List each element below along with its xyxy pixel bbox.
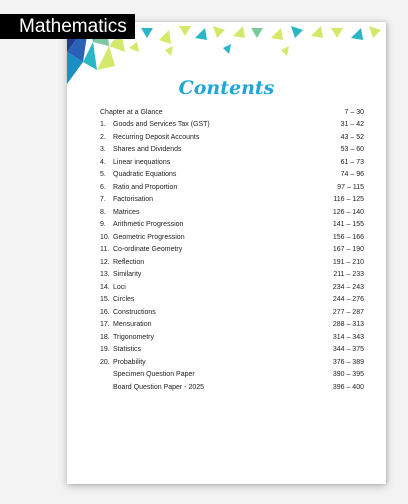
toc-row [100, 306, 364, 319]
chapter-title: Co-ordinate Geometry [113, 246, 183, 254]
toc-row [100, 231, 364, 244]
chapter-title: Matrices [113, 208, 140, 216]
chapter-number: 5. [100, 171, 106, 179]
chapter-pages: 314 – 343 [332, 333, 364, 341]
chapter-number: 13. [100, 271, 110, 279]
chapter-title: Goods and Services Tax (GST) [113, 121, 210, 129]
chapter-title: Shares and Dividends [113, 146, 182, 154]
chapter-title: Geometric Progression [113, 233, 185, 241]
chapter-number: 14. [100, 283, 110, 291]
chapter-title: Arithmetic Progression [113, 221, 184, 229]
subject-label: Mathematics [0, 14, 135, 39]
chapter-number: 8. [100, 208, 106, 216]
chapter-number: 1. [100, 121, 106, 129]
toc-header-label: Chapter at a Glance [100, 108, 163, 116]
chapter-pages: 211 – 233 [333, 271, 364, 279]
chapter-title: Quadratic Equations [113, 171, 177, 179]
chapter-title: Board Question Paper - 2025 [113, 383, 205, 391]
chapter-title: Similarity [113, 271, 142, 279]
chapter-number: 11. [100, 246, 110, 254]
toc-row [100, 344, 364, 357]
chapter-title: Recurring Deposit Accounts [113, 133, 200, 141]
chapter-number: 19. [100, 346, 110, 354]
toc-row [100, 269, 364, 282]
chapter-number: 17. [100, 321, 110, 329]
toc-row [100, 181, 364, 194]
toc-row [100, 131, 364, 144]
toc-row [100, 194, 364, 207]
chapter-title: Mensuration [113, 321, 152, 329]
chapter-pages: 116 – 125 [333, 196, 364, 204]
toc-row [100, 331, 364, 344]
toc-row [100, 244, 364, 257]
chapter-pages: 167 – 190 [332, 246, 364, 254]
chapter-number: 4. [100, 158, 106, 166]
toc-row [100, 144, 364, 157]
chapter-pages: 396 – 400 [332, 383, 364, 391]
chapter-pages: 344 – 375 [332, 346, 364, 354]
chapter-title: Factorisation [113, 196, 154, 204]
chapter-number: 7. [100, 196, 106, 204]
chapter-number: 16. [100, 308, 110, 316]
chapter-title: Linear inequations [113, 158, 171, 166]
chapter-number: 12. [100, 258, 110, 266]
chapter-number: 2. [100, 133, 106, 141]
toc-row [100, 206, 364, 219]
chapter-number: 3. [100, 146, 106, 154]
chapter-title: Loci [113, 283, 126, 291]
toc-row [100, 281, 364, 294]
toc-row [100, 156, 364, 169]
chapter-number: 6. [100, 183, 106, 191]
chapter-title: Circles [113, 296, 135, 304]
chapter-number: 10. [100, 233, 110, 241]
table-of-contents [100, 106, 364, 394]
chapter-pages: 277 – 287 [332, 308, 364, 316]
toc-header-row [100, 106, 364, 119]
chapter-pages: 53 – 60 [340, 146, 364, 154]
toc-row [100, 369, 364, 382]
toc-row [100, 119, 364, 132]
chapter-number: 9. [100, 221, 106, 229]
chapter-pages: 97 – 115 [337, 183, 364, 191]
chapter-title: Reflection [113, 258, 145, 266]
chapter-pages: 43 – 52 [340, 133, 364, 141]
chapter-pages: 74 – 96 [340, 171, 364, 179]
toc-row [100, 294, 364, 307]
chapter-number: 15. [100, 296, 110, 304]
chapter-pages: 156 – 166 [332, 233, 364, 241]
toc-row [100, 219, 364, 232]
chapter-title: Statistics [113, 346, 142, 354]
contents-title: Contents [178, 77, 275, 99]
chapter-pages: 288 – 313 [332, 321, 364, 329]
toc-row [100, 356, 364, 369]
chapter-pages: 126 – 140 [332, 208, 364, 216]
chapter-pages: 191 – 210 [332, 258, 364, 266]
chapter-pages: 61 – 73 [340, 158, 364, 166]
toc-row [100, 381, 364, 394]
chapter-pages: 390 – 395 [332, 371, 364, 379]
chapter-pages: 141 – 155 [332, 221, 364, 229]
toc-row [100, 319, 364, 332]
toc-row [100, 169, 364, 182]
toc-row [100, 256, 364, 269]
chapter-title: Probability [113, 358, 146, 366]
chapter-number: 20. [100, 358, 110, 366]
chapter-title: Ratio and Proportion [113, 183, 178, 191]
book-page [67, 22, 386, 484]
chapter-title: Specimen Question Paper [113, 371, 195, 379]
chapter-pages: 244 – 276 [332, 296, 364, 304]
chapter-title: Trigonometry [113, 333, 154, 341]
chapter-title: Constructions [113, 308, 156, 316]
toc-header-pages: 7 – 30 [344, 108, 364, 116]
chapter-number: 18. [100, 333, 110, 341]
chapter-pages: 376 – 389 [332, 358, 364, 366]
chapter-pages: 31 – 42 [340, 121, 364, 129]
chapter-pages: 234 – 243 [332, 283, 364, 291]
